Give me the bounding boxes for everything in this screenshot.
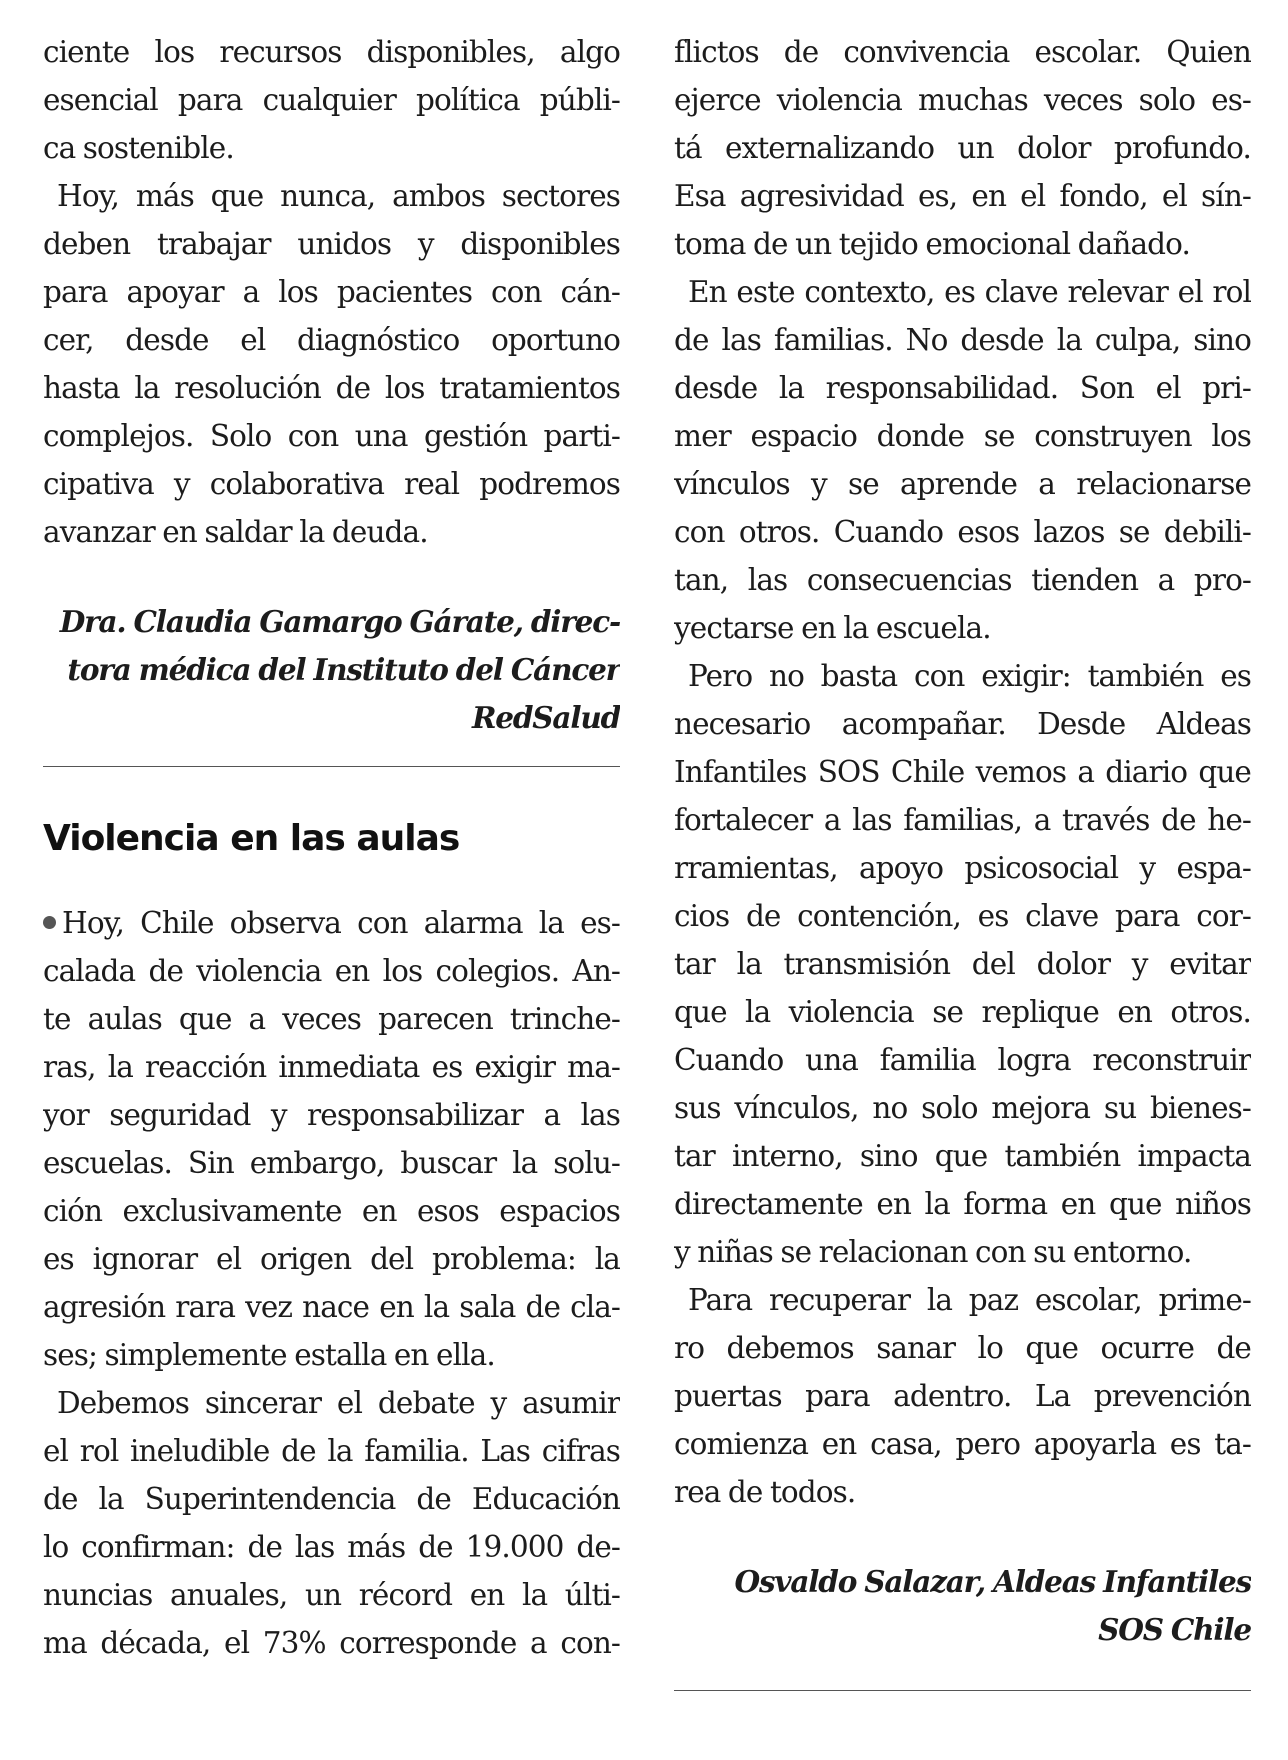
text-line: que la violencia se replique en otros.	[674, 995, 1251, 1029]
text-line: tar interno, sino que también impacta	[674, 1139, 1251, 1173]
spacer	[43, 742, 620, 766]
text-line: Esa agresividad es, en el fondo, el sín-	[674, 179, 1251, 213]
text-line: deben trabajar unidos y disponibles	[43, 227, 620, 261]
text-line: ras, la reacción inmediata es exigir ma-	[43, 1050, 620, 1084]
text-line: complejos. Solo con una gestión parti-	[43, 419, 620, 453]
author-signature	[674, 1558, 1251, 1654]
signature-line: Dra. Claudia Gamargo Gárate, direc-	[59, 604, 620, 639]
text-line: es ignorar el origen del problema: la	[43, 1242, 620, 1276]
signature-line: tora médica del Instituto del Cáncer	[67, 652, 620, 687]
section-headline: Violencia en las aulas	[43, 818, 460, 859]
author-signature	[43, 598, 620, 742]
text-line: Hoy, más que nunca, ambos sectores	[57, 179, 620, 213]
spacer	[43, 556, 620, 598]
text-line: vínculos y se aprende a relacionarse	[674, 467, 1251, 501]
text-line: avanzar en saldar la deuda.	[43, 515, 428, 549]
text-line	[43, 899, 620, 947]
text-line: toma de un tejido emocional dañado.	[674, 227, 1190, 261]
signature-line: RedSalud	[471, 700, 620, 735]
text-line: rea de todos.	[674, 1475, 856, 1509]
text-line: tá externalizando un dolor profundo.	[674, 131, 1251, 165]
text-line: Infantiles SOS Chile vemos a diario que	[674, 755, 1251, 789]
text-line: cipativa y colaborativa real podremos	[43, 467, 620, 501]
spacer	[674, 1516, 1251, 1558]
text-line: Para recuperar la paz escolar, prime-	[688, 1283, 1251, 1317]
text-line: ca sostenible.	[43, 131, 234, 165]
text-line: esencial para cualquier política públi-	[43, 83, 620, 117]
text-line: agresión rara vez nace en la sala de cla-	[43, 1290, 620, 1324]
text-line: puertas para adentro. La prevención	[674, 1379, 1251, 1413]
text-line: En este contexto, es clave relevar el rol	[688, 275, 1251, 309]
text-line: ción exclusivamente en esos espacios	[43, 1194, 620, 1228]
text-line: directamente en la forma en que niños	[674, 1187, 1251, 1221]
right-column	[674, 28, 1251, 1691]
text-line: de la Superintendencia de Educación	[43, 1482, 620, 1516]
spacer	[674, 1654, 1251, 1690]
signature-line: SOS Chile	[1098, 1612, 1251, 1647]
text-line: ma década, el 73% corresponde a con-	[43, 1626, 620, 1660]
text-line: cios de contención, es clave para cor-	[674, 899, 1251, 933]
text-line: hasta la resolución de los tratamientos	[43, 371, 620, 405]
text-line: yectarse en la escuela.	[674, 611, 991, 645]
text-line: y niñas se relacionan con su entorno.	[674, 1235, 1192, 1269]
text-line: con otros. Cuando esos lazos se debili-	[674, 515, 1251, 549]
text-line: sus vínculos, no solo mejora su bienes-	[674, 1091, 1251, 1125]
text-line: para apoyar a los pacientes con cán-	[43, 275, 620, 309]
paragraph	[43, 1379, 620, 1667]
text-line: yor seguridad y responsabilizar a las	[43, 1098, 620, 1132]
spacer	[43, 767, 620, 809]
text-line: tan, las consecuencias tienden a pro-	[674, 563, 1251, 597]
paragraph	[674, 28, 1251, 268]
bullet-icon	[43, 916, 56, 929]
spacer	[43, 869, 620, 899]
text-line: cer, desde el diagnóstico oportuno	[43, 323, 620, 357]
paragraph	[43, 172, 620, 556]
text-line: lo confirman: de las más de 19.000 de-	[43, 1530, 620, 1564]
text-line: de las familias. No desde la culpa, sino	[674, 323, 1251, 357]
paragraph	[674, 1276, 1251, 1516]
text-line: te aulas que a veces parecen trinche-	[43, 1002, 620, 1036]
paragraph	[43, 899, 620, 1379]
text-line: calada de violencia en los colegios. An-	[43, 954, 620, 988]
text-line: Debemos sincerar el debate y asumir	[57, 1386, 620, 1420]
text-line: ses; simplemente estalla en ella.	[43, 1338, 495, 1372]
text-line: ciente los recursos disponibles, algo	[43, 35, 620, 69]
paragraph	[674, 268, 1251, 652]
text-line: necesario acompañar. Desde Aldeas	[674, 707, 1251, 741]
text-line: ejerce violencia muchas veces solo es-	[674, 83, 1251, 117]
text-line: flictos de convivencia escolar. Quien	[674, 35, 1251, 69]
text-line: tar la transmisión del dolor y evitar	[674, 947, 1251, 981]
text-line: desde la responsabilidad. Son el pri-	[674, 371, 1251, 405]
text-line-content: Hoy, Chile observa con alarma la es-	[62, 906, 620, 940]
text-line: comienza en casa, pero apoyarla es ta-	[674, 1427, 1251, 1461]
left-column	[43, 28, 620, 1667]
section-divider	[674, 1690, 1251, 1691]
text-line: nuncias anuales, un récord en la últi-	[43, 1578, 620, 1612]
text-line: fortalecer a las familias, a través de he-	[674, 803, 1251, 837]
text-line: rramientas, apoyo psicosocial y espa-	[674, 851, 1251, 885]
text-line: mer espacio donde se construyen los	[674, 419, 1251, 453]
paragraph	[43, 28, 620, 172]
text-line: escuelas. Sin embargo, buscar la solu-	[43, 1146, 620, 1180]
paragraph	[674, 652, 1251, 1276]
text-line: el rol ineludible de la familia. Las cifras	[43, 1434, 620, 1468]
text-line: Cuando una familia logra reconstruir	[674, 1043, 1251, 1077]
text-line: Pero no basta con exigir: también es	[688, 659, 1251, 693]
signature-line: Osvaldo Salazar, Aldeas Infantiles	[734, 1564, 1251, 1599]
text-line: ro debemos sanar lo que ocurre de	[674, 1331, 1251, 1365]
